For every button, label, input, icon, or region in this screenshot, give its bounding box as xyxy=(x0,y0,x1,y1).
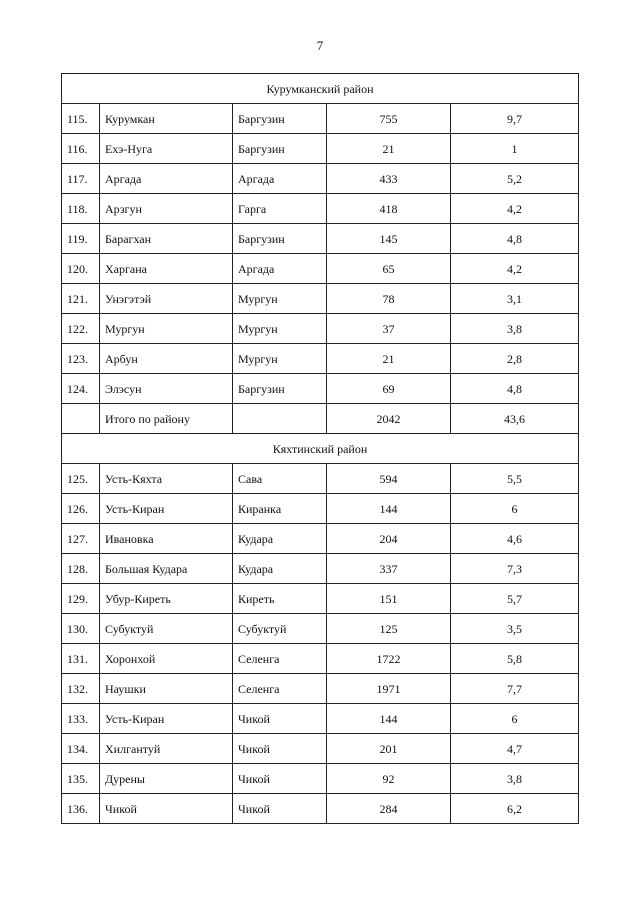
table-row xyxy=(62,674,579,704)
value-cell: 3,5 xyxy=(451,614,579,644)
settlement-name-cell: Усть-Киран xyxy=(100,704,233,734)
table-row xyxy=(62,224,579,254)
population-cell: 21 xyxy=(327,134,451,164)
population-cell: 1971 xyxy=(327,674,451,704)
value-cell: 43,6 xyxy=(451,404,579,434)
value-cell: 6,2 xyxy=(451,794,579,824)
row-number-cell: 130. xyxy=(62,614,100,644)
settlement-name-cell: Большая Кудара xyxy=(100,554,233,584)
settlement-name-cell: Барагхан xyxy=(100,224,233,254)
river-cell: Чикой xyxy=(233,704,327,734)
value-cell: 3,8 xyxy=(451,764,579,794)
table-row xyxy=(62,194,579,224)
settlement-name-cell: Субуктуй xyxy=(100,614,233,644)
settlement-name-cell: Курумкан xyxy=(100,104,233,134)
settlement-name-cell: Чикой xyxy=(100,794,233,824)
river-cell: Аргада xyxy=(233,254,327,284)
population-cell: 21 xyxy=(327,344,451,374)
river-cell: Селенга xyxy=(233,644,327,674)
row-number-cell: 125. xyxy=(62,464,100,494)
settlement-name-cell: Харгана xyxy=(100,254,233,284)
value-cell: 4,2 xyxy=(451,254,579,284)
table-row xyxy=(62,284,579,314)
row-number-cell: 115. xyxy=(62,104,100,134)
settlement-name-cell: Унэгэтэй xyxy=(100,284,233,314)
river-cell: Баргузин xyxy=(233,104,327,134)
table-row xyxy=(62,314,579,344)
river-cell: Баргузин xyxy=(233,224,327,254)
row-number-cell: 135. xyxy=(62,764,100,794)
river-cell: Чикой xyxy=(233,794,327,824)
river-cell: Баргузин xyxy=(233,374,327,404)
section-title: Кяхтинский район xyxy=(62,434,579,464)
settlement-name-cell: Арзгун xyxy=(100,194,233,224)
row-number-cell: 133. xyxy=(62,704,100,734)
river-cell: Мургун xyxy=(233,314,327,344)
table-row xyxy=(62,704,579,734)
population-cell: 144 xyxy=(327,704,451,734)
population-cell: 201 xyxy=(327,734,451,764)
population-cell: 204 xyxy=(327,524,451,554)
table-row xyxy=(62,614,579,644)
row-number-cell: 127. xyxy=(62,524,100,554)
settlement-name-cell: Ивановка xyxy=(100,524,233,554)
settlement-name-cell: Итого по району xyxy=(100,404,233,434)
river-cell: Баргузин xyxy=(233,134,327,164)
section-header-row xyxy=(62,74,579,104)
value-cell: 7,7 xyxy=(451,674,579,704)
settlement-name-cell: Убур-Киреть xyxy=(100,584,233,614)
river-cell: Сава xyxy=(233,464,327,494)
river-cell: Киранка xyxy=(233,494,327,524)
row-number-cell: 131. xyxy=(62,644,100,674)
settlement-name-cell: Элэсун xyxy=(100,374,233,404)
river-cell: Чикой xyxy=(233,764,327,794)
row-number-cell: 117. xyxy=(62,164,100,194)
river-cell: Мургун xyxy=(233,344,327,374)
value-cell: 5,7 xyxy=(451,584,579,614)
settlements-table xyxy=(61,73,579,824)
row-number-cell: 124. xyxy=(62,374,100,404)
population-cell: 755 xyxy=(327,104,451,134)
population-cell: 418 xyxy=(327,194,451,224)
population-cell: 65 xyxy=(327,254,451,284)
value-cell: 6 xyxy=(451,704,579,734)
population-cell: 284 xyxy=(327,794,451,824)
value-cell: 4,7 xyxy=(451,734,579,764)
settlement-name-cell: Наушки xyxy=(100,674,233,704)
value-cell: 3,8 xyxy=(451,314,579,344)
row-number-cell: 129. xyxy=(62,584,100,614)
table-row xyxy=(62,164,579,194)
river-cell: Киреть xyxy=(233,584,327,614)
population-cell: 337 xyxy=(327,554,451,584)
value-cell: 4,6 xyxy=(451,524,579,554)
value-cell: 3,1 xyxy=(451,284,579,314)
value-cell: 5,2 xyxy=(451,164,579,194)
table-row xyxy=(62,494,579,524)
river-cell xyxy=(233,404,327,434)
row-number-cell: 120. xyxy=(62,254,100,284)
population-cell: 433 xyxy=(327,164,451,194)
row-number-cell: 132. xyxy=(62,674,100,704)
value-cell: 5,8 xyxy=(451,644,579,674)
row-number-cell: 123. xyxy=(62,344,100,374)
row-number-cell: 118. xyxy=(62,194,100,224)
value-cell: 4,2 xyxy=(451,194,579,224)
page-number: 7 xyxy=(316,38,324,53)
river-cell: Субуктуй xyxy=(233,614,327,644)
row-number-cell: 122. xyxy=(62,314,100,344)
river-cell: Аргада xyxy=(233,164,327,194)
settlement-name-cell: Аргада xyxy=(100,164,233,194)
table-row xyxy=(62,524,579,554)
population-cell: 144 xyxy=(327,494,451,524)
table-row xyxy=(62,464,579,494)
value-cell: 4,8 xyxy=(451,374,579,404)
settlement-name-cell: Ехэ-Нуга xyxy=(100,134,233,164)
table-row xyxy=(62,374,579,404)
section-title: Курумканский район xyxy=(62,74,579,104)
value-cell: 1 xyxy=(451,134,579,164)
value-cell: 6 xyxy=(451,494,579,524)
river-cell: Гарга xyxy=(233,194,327,224)
population-cell: 69 xyxy=(327,374,451,404)
value-cell: 2,8 xyxy=(451,344,579,374)
section-header-row xyxy=(62,434,579,464)
population-cell: 1722 xyxy=(327,644,451,674)
settlement-name-cell: Хилгантуй xyxy=(100,734,233,764)
settlement-name-cell: Хоронхой xyxy=(100,644,233,674)
river-cell: Чикой xyxy=(233,734,327,764)
table-row xyxy=(62,764,579,794)
row-number-cell: 126. xyxy=(62,494,100,524)
river-cell: Селенга xyxy=(233,674,327,704)
table-row xyxy=(62,134,579,164)
table-row xyxy=(62,254,579,284)
settlement-name-cell: Дурены xyxy=(100,764,233,794)
row-number-cell xyxy=(62,404,100,434)
table-row xyxy=(62,794,579,824)
settlement-name-cell: Арбун xyxy=(100,344,233,374)
river-cell: Мургун xyxy=(233,284,327,314)
table-row xyxy=(62,734,579,764)
settlement-name-cell: Мургун xyxy=(100,314,233,344)
population-cell: 125 xyxy=(327,614,451,644)
settlement-name-cell: Усть-Киран xyxy=(100,494,233,524)
table-row xyxy=(62,644,579,674)
population-cell: 37 xyxy=(327,314,451,344)
settlement-name-cell: Усть-Кяхта xyxy=(100,464,233,494)
population-cell: 151 xyxy=(327,584,451,614)
population-cell: 594 xyxy=(327,464,451,494)
population-cell: 2042 xyxy=(327,404,451,434)
row-number-cell: 119. xyxy=(62,224,100,254)
table-row xyxy=(62,104,579,134)
table-row xyxy=(62,344,579,374)
row-number-cell: 134. xyxy=(62,734,100,764)
value-cell: 4,8 xyxy=(451,224,579,254)
population-cell: 145 xyxy=(327,224,451,254)
river-cell: Кудара xyxy=(233,554,327,584)
population-cell: 92 xyxy=(327,764,451,794)
population-cell: 78 xyxy=(327,284,451,314)
value-cell: 9,7 xyxy=(451,104,579,134)
river-cell: Кудара xyxy=(233,524,327,554)
value-cell: 5,5 xyxy=(451,464,579,494)
total-row xyxy=(62,404,579,434)
table-row xyxy=(62,584,579,614)
row-number-cell: 136. xyxy=(62,794,100,824)
row-number-cell: 128. xyxy=(62,554,100,584)
row-number-cell: 121. xyxy=(62,284,100,314)
value-cell: 7,3 xyxy=(451,554,579,584)
row-number-cell: 116. xyxy=(62,134,100,164)
table-row xyxy=(62,554,579,584)
